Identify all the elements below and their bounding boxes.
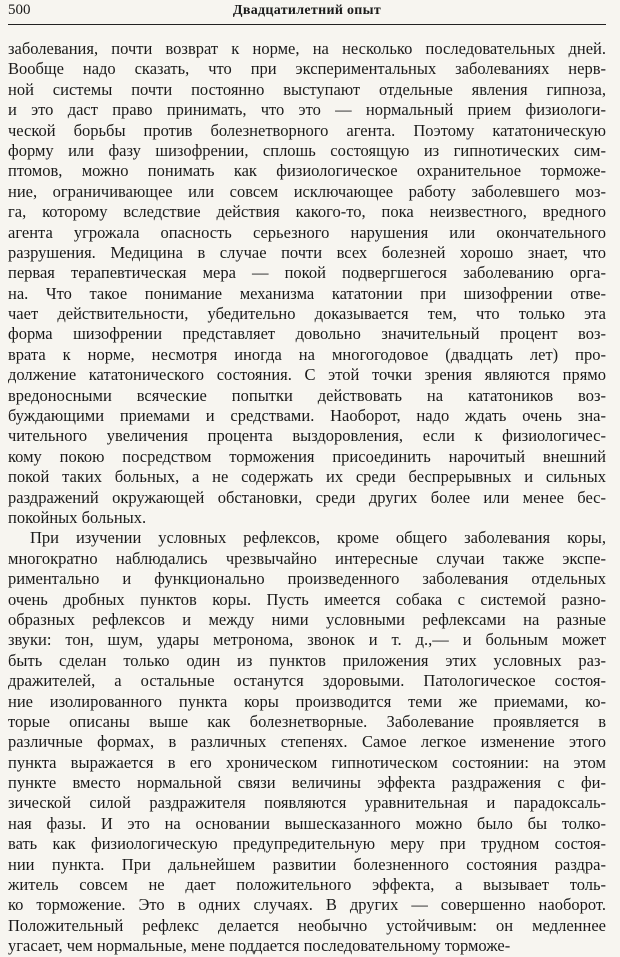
text-line: должение кататонического состояния. С этой точки зрения являются прямо xyxy=(8,365,606,385)
text-line: буждающими приемами и средствами. Наоборот, надо ждать очень зна- xyxy=(8,406,606,426)
running-title: Двадцатилетний опыт xyxy=(232,3,382,18)
text-line: заболевания, почти возврат к норме, на несколько последовательных дней. xyxy=(8,39,606,58)
text-line: разрушения. Медицина в случае почти всех болезней хорошо знает, что xyxy=(8,242,606,262)
text-line: житель совсем не дает положительного эффекта, а вызывает толь- xyxy=(8,875,606,895)
text-line: га, которому вследствие действия какого-то, пока неизвестного, вредного xyxy=(8,202,606,222)
text-line: Вообще надо сказать, что при экспериментальных заболеваниях нерв- xyxy=(8,59,606,79)
text-line: покой таких больных, а не содержать их среди беспрерывных и сильных xyxy=(8,467,606,487)
paragraph xyxy=(8,39,606,528)
text-line: зической силой раздражителя появляются уравнительная и парадоксаль- xyxy=(8,793,606,813)
text-line: торые описаны выше как болезнетворные. Заболевание проявляется в xyxy=(8,711,606,731)
page-header xyxy=(8,0,606,25)
text-line: вредоносными всяческие попытки действовать на кататоников воз- xyxy=(8,385,606,405)
text-line: нии пункта. При дальнейшем развитии болезненного состояния раздра- xyxy=(8,854,606,874)
text-line: многократно наблюдались чрезвычайно интересные случаи также экспе- xyxy=(8,548,606,568)
text-line: кому покою посредством торможения присоединить нарочитый внешний xyxy=(8,446,606,466)
text-line: ной системы почти постоянно выступают отдельные явления гипноза, xyxy=(8,79,606,99)
text-line: вать как физиологическую предупредительную меру при трудном состоя- xyxy=(8,834,606,854)
text-line: быть сделан только один из пунктов приложения этих условных раз- xyxy=(8,650,606,670)
text-line: риментально и функционально произведенного заболевания отдельных xyxy=(8,569,606,589)
text-line: пункта выражается в его хроническом гипнотическом состоянии: на этом xyxy=(8,752,606,772)
text-line: образных рефлексов и между ними условными рефлексами на разные xyxy=(8,609,606,629)
text-line: При изучении условных рефлексов, кроме общего заболевания коры, xyxy=(30,528,606,548)
body-text xyxy=(8,39,606,957)
page-number: 500 xyxy=(8,2,31,18)
text-line: чает действительности, убедительно доказывается тем, что только эта xyxy=(8,304,606,324)
text-line: очень дробных пунктов коры. Пусть имеется собака с системой разно- xyxy=(8,589,606,609)
text-line: различные формах, в различных степенях. Самое легкое изменение этого xyxy=(8,732,606,752)
text-line: дражителей, а остальные останутся здоровыми. Патологическое состоя- xyxy=(8,671,606,691)
text-line: агента угрожала опасность серьезного нарушения или окончательного xyxy=(8,222,606,242)
text-line: ние, ограничивающее или совсем исключающее работу заболевшего моз- xyxy=(8,181,606,201)
text-line: угасает, чем нормальные, мене поддается последовательному торможе- xyxy=(8,936,511,956)
text-line: раздражений окружающей обстановки, среди других более или менее бес- xyxy=(8,487,606,507)
text-line: ко торможение. Это в одних случаях. В других — совершенно наоборот. xyxy=(8,895,606,915)
text-line: ная фазы. И это на основании вышесказанного можно было бы толко- xyxy=(8,813,606,833)
text-line: птомов, можно понимать как физиологическое охранительное торможе- xyxy=(8,161,606,181)
text-line: звуки: тон, шум, удары метронома, звонок и т. д.,— и больным может xyxy=(8,630,606,650)
text-line: Положительный рефлекс делается необычно устойчивым: он медленнее xyxy=(8,915,606,935)
text-line: форма шизофрении представляет довольно значительный процент воз- xyxy=(8,324,606,344)
text-line: врата к норме, несмотря иногда на многогодовое (двадцать лет) про- xyxy=(8,344,606,364)
text-line: покойных больных. xyxy=(8,507,147,527)
text-line: и это даст право принимать, что это — нормальный прием физиологи- xyxy=(8,100,606,120)
text-line: на. Что такое понимание механизма кататонии при шизофрении отве- xyxy=(8,283,606,303)
text-line: ческой борьбы против болезнетворного агента. Поэтому кататоническую xyxy=(8,120,606,140)
text-line: пункте вместо нормальной связи величины эффекта раздражения с фи- xyxy=(8,773,606,793)
text-line: первая терапевтическая мера — покой подвергшегося заболеванию орга- xyxy=(8,263,606,283)
text-line: чительного увеличения процента выздоровления, если к физиологичес- xyxy=(8,426,606,446)
paragraph xyxy=(8,528,606,956)
text-line: форму или фазу шизофрении, сплошь состоящую из гипнотических сим- xyxy=(8,140,606,160)
text-line: ние изолированного пункта коры производится теми же приемами, ко- xyxy=(8,691,606,711)
